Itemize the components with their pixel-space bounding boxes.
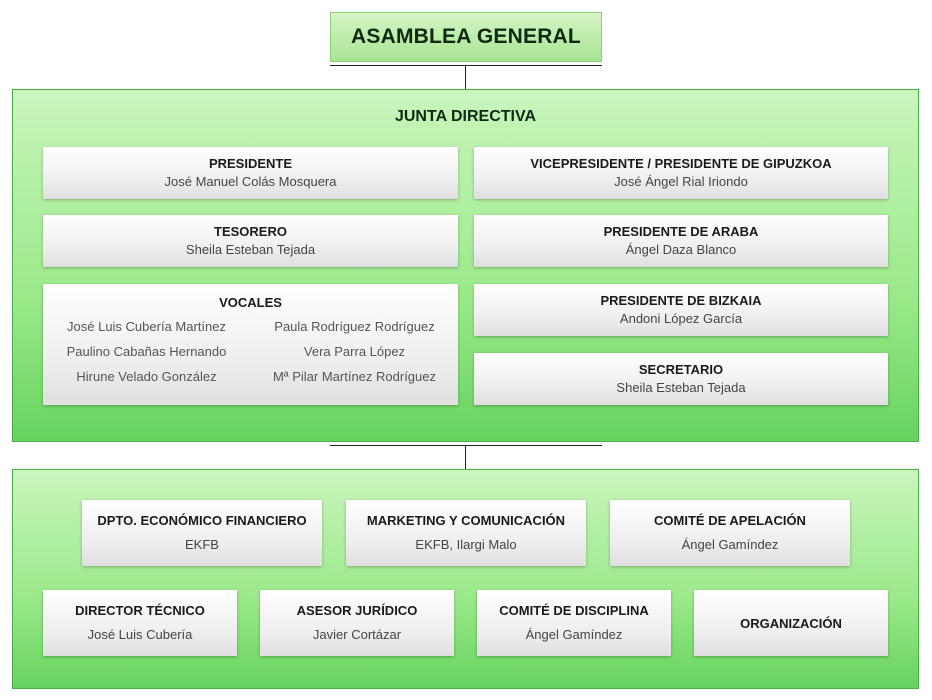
vocales-card bbox=[43, 284, 458, 405]
presidente-araba-card bbox=[474, 215, 888, 267]
card-name: José Manuel Colás Mosquera bbox=[164, 174, 337, 189]
vocal-name: Paulino Cabañas Hernando bbox=[66, 344, 227, 359]
card-title: PRESIDENTE DE BIZKAIA bbox=[600, 293, 762, 308]
card-title: PRESIDENTE DE ARABA bbox=[603, 224, 759, 239]
card-name: Ángel Daza Blanco bbox=[625, 242, 737, 257]
asamblea-general-title: ASAMBLEA GENERAL bbox=[351, 25, 581, 48]
card-title: SECRETARIO bbox=[638, 362, 724, 377]
marketing-card bbox=[346, 500, 586, 566]
card-title: TESORERO bbox=[214, 224, 287, 239]
connector-line bbox=[330, 445, 602, 446]
comite-apelacion-card bbox=[610, 500, 850, 566]
card-name: Javier Cortázar bbox=[312, 627, 402, 642]
card-name: José Luis Cubería bbox=[87, 627, 193, 642]
asamblea-general-node bbox=[330, 12, 602, 62]
card-title: DPTO. ECONÓMICO FINANCIERO bbox=[97, 513, 307, 528]
connector-line bbox=[465, 66, 466, 89]
asesor-juridico-card bbox=[260, 590, 454, 656]
vocales-list bbox=[43, 317, 459, 386]
card-name: EKFB, Ilargi Malo bbox=[415, 537, 517, 552]
vocal-name: Mª Pilar Martínez Rodríguez bbox=[272, 369, 437, 384]
vicepresidente-card bbox=[474, 147, 888, 199]
card-title: PRESIDENTE bbox=[208, 156, 293, 171]
card-title: MARKETING Y COMUNICACIÓN bbox=[366, 513, 566, 528]
card-title: COMITÉ DE DISCIPLINA bbox=[499, 603, 649, 618]
card-title: ORGANIZACIÓN bbox=[740, 615, 842, 631]
card-name: José Ángel Rial Iriondo bbox=[614, 174, 748, 189]
card-name: Andoni López García bbox=[619, 311, 743, 326]
vocal-name: Vera Parra López bbox=[303, 344, 406, 359]
junta-directiva-title: JUNTA DIRECTIVA bbox=[394, 108, 537, 125]
vocal-name: Paula Rodríguez Rodríguez bbox=[274, 319, 435, 334]
connector-line bbox=[465, 446, 466, 469]
vocal-name: Hirune Velado González bbox=[76, 369, 217, 384]
comite-disciplina-card bbox=[477, 590, 671, 656]
card-name: Ángel Gamíndez bbox=[681, 537, 779, 552]
dpto-economico-card bbox=[82, 500, 322, 566]
card-name: Sheila Esteban Tejada bbox=[185, 242, 316, 257]
presidente-card bbox=[43, 147, 458, 199]
connector-line bbox=[330, 65, 602, 66]
director-tecnico-card bbox=[43, 590, 237, 656]
presidente-bizkaia-card bbox=[474, 284, 888, 336]
organizacion-card bbox=[694, 590, 888, 656]
card-name: Ángel Gamíndez bbox=[525, 627, 623, 642]
tesorero-card bbox=[43, 215, 458, 267]
card-name: EKFB bbox=[185, 537, 219, 552]
card-title: DIRECTOR TÉCNICO bbox=[75, 603, 205, 618]
card-title: COMITÉ DE APELACIÓN bbox=[654, 513, 806, 528]
secretario-card bbox=[474, 353, 888, 405]
card-title: VICEPRESIDENTE / PRESIDENTE DE GIPUZKOA bbox=[530, 156, 832, 171]
card-title: VOCALES bbox=[219, 295, 282, 310]
card-name: Sheila Esteban Tejada bbox=[616, 380, 746, 395]
card-title: ASESOR JURÍDICO bbox=[296, 603, 418, 618]
vocal-name: José Luis Cubería Martínez bbox=[67, 319, 226, 334]
